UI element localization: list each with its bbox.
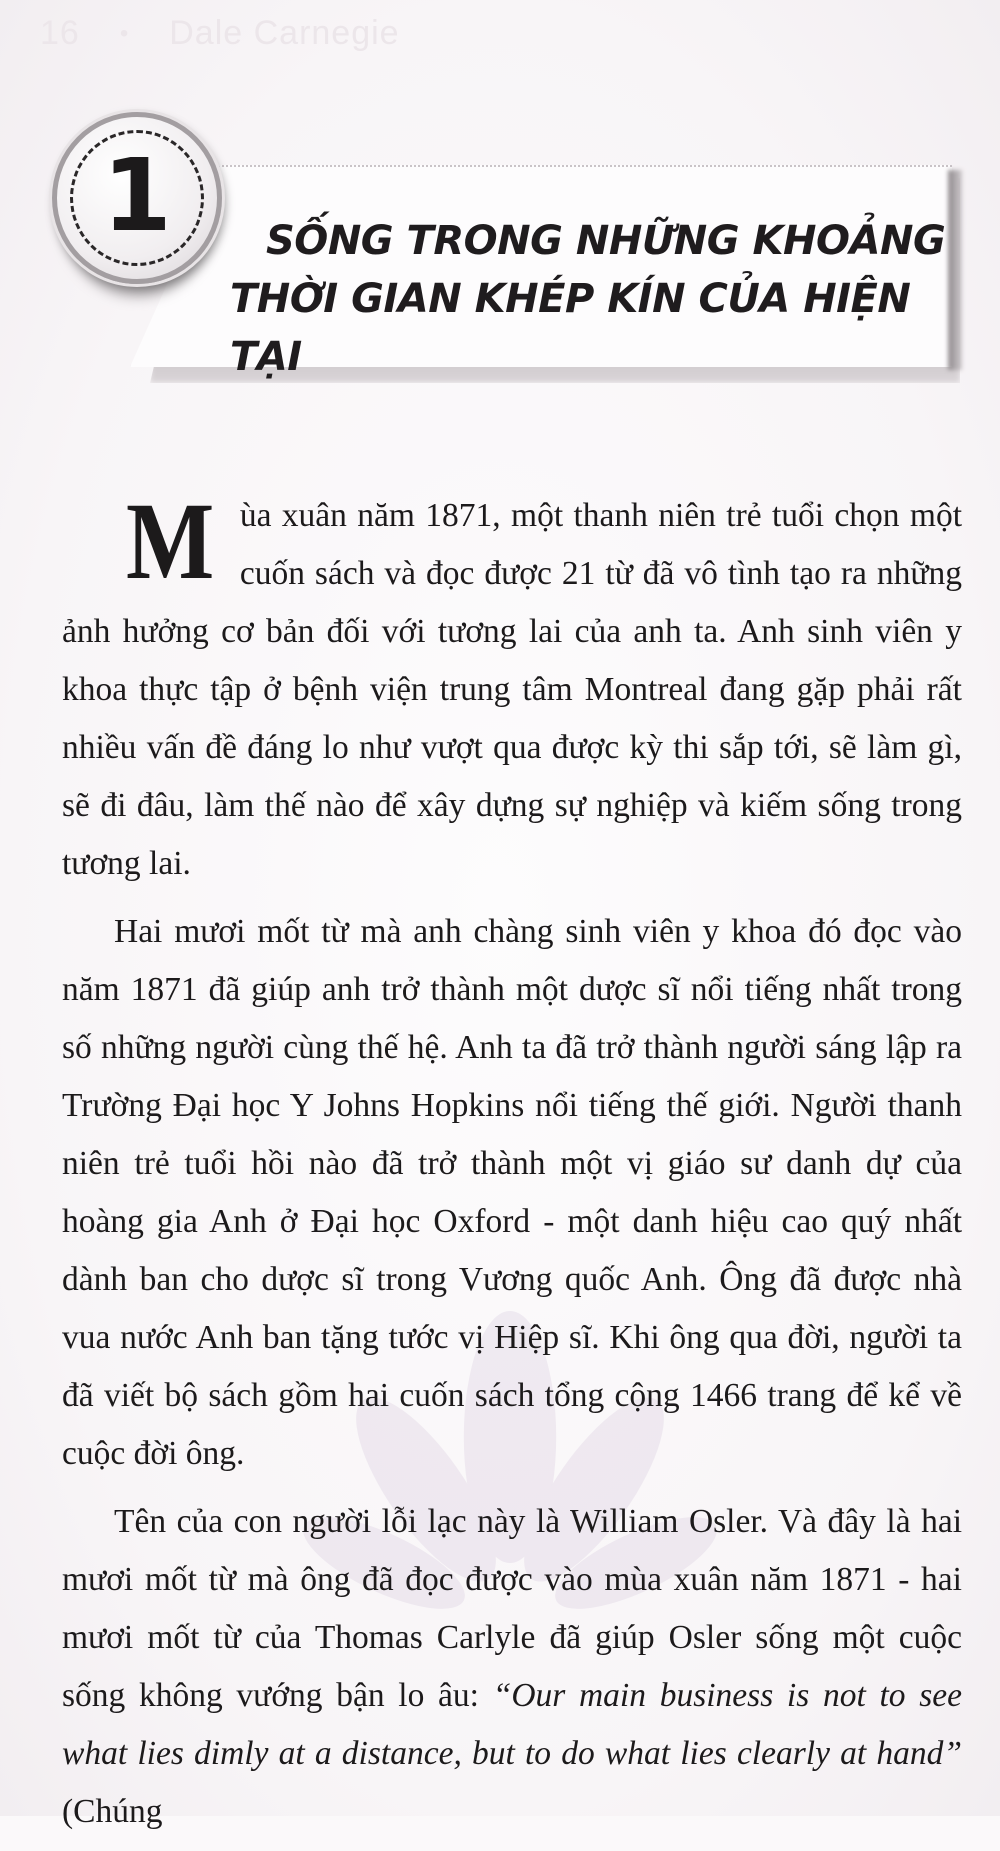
chapter-title-line-1: SỐNG TRONG NHỮNG KHOẢNG [266, 218, 946, 264]
chapter-title [230, 212, 950, 386]
page-number: 16 [40, 14, 80, 52]
chapter-number: 1 [102, 137, 172, 254]
running-header [40, 14, 400, 53]
paragraph-1 [62, 480, 962, 893]
chapter-body [62, 480, 962, 1851]
paragraph-3-tail: (Chúng [62, 1793, 163, 1830]
paragraph-1-text: ùa xuân năm 1871, một thanh niên trẻ tuổi chọn một cuốn sách và đọc được 21 từ đã vô tình tạo ra những ảnh hưởng cơ bản đối với tương lai của anh ta. Anh sinh viên y khoa thực tập ở bệnh viện trung tâm Montreal đang gặp phải rất nhiều vấn đề đáng lo như vượt qua được kỳ thi sắp tới, sẽ làm gì, sẽ đi đâu, làm thế nào để xây dựng sự nghiệp và kiếm sống trong tương lai. [62, 497, 962, 882]
banner-edge [948, 170, 962, 370]
paragraph-2: Hai mươi mốt từ mà anh chàng sinh viên y khoa đó đọc vào năm 1871 đã giúp anh trở thành một dược sĩ nổi tiếng nhất trong số những người cùng thế hệ. Anh ta đã trở thành người sáng lập ra Trường Đại học Y Johns Hopkins nổi tiếng thế giới. Người thanh niên trẻ tuổi hồi nào đã trở thành một vị giáo sư danh dự của hoàng gia Anh ở Đại học Oxford - một danh hiệu cao quý nhất dành ban cho dược sĩ trong Vương quốc Anh. Ông đã được nhà vua nước Anh ban tặng tước vị Hiệp sĩ. Khi ông qua đời, người ta đã viết bộ sách gồm hai cuốn sách tổng cộng 1466 trang để kể về cuộc đời ông. [62, 913, 962, 1472]
badge-dashed-ring [70, 130, 204, 266]
carlyle-quote: “Our main business is not to see what lies dimly at a distance, but to do what lies clearly at hand” [62, 1677, 962, 1772]
drop-cap: M [126, 480, 215, 602]
separator-dot: • [119, 19, 130, 47]
paragraph-3 [62, 1493, 962, 1841]
chapter-title-line-2: THỜI GIAN KHÉP KÍN CỦA HIỆN TẠI [230, 276, 911, 380]
paragraph-3-text: Tên của con người lỗi lạc này là William Osler. Và đây là hai mươi mốt từ mà ông đã đọc được vào mùa xuân năm 1871 - hai mươi mốt từ của Thomas Carlyle đã giúp Osler sống một cuộc sống không vướng bận lo âu: [62, 1503, 962, 1714]
chapter-number-badge [52, 112, 222, 284]
author-name: Dale Carnegie [169, 14, 400, 52]
